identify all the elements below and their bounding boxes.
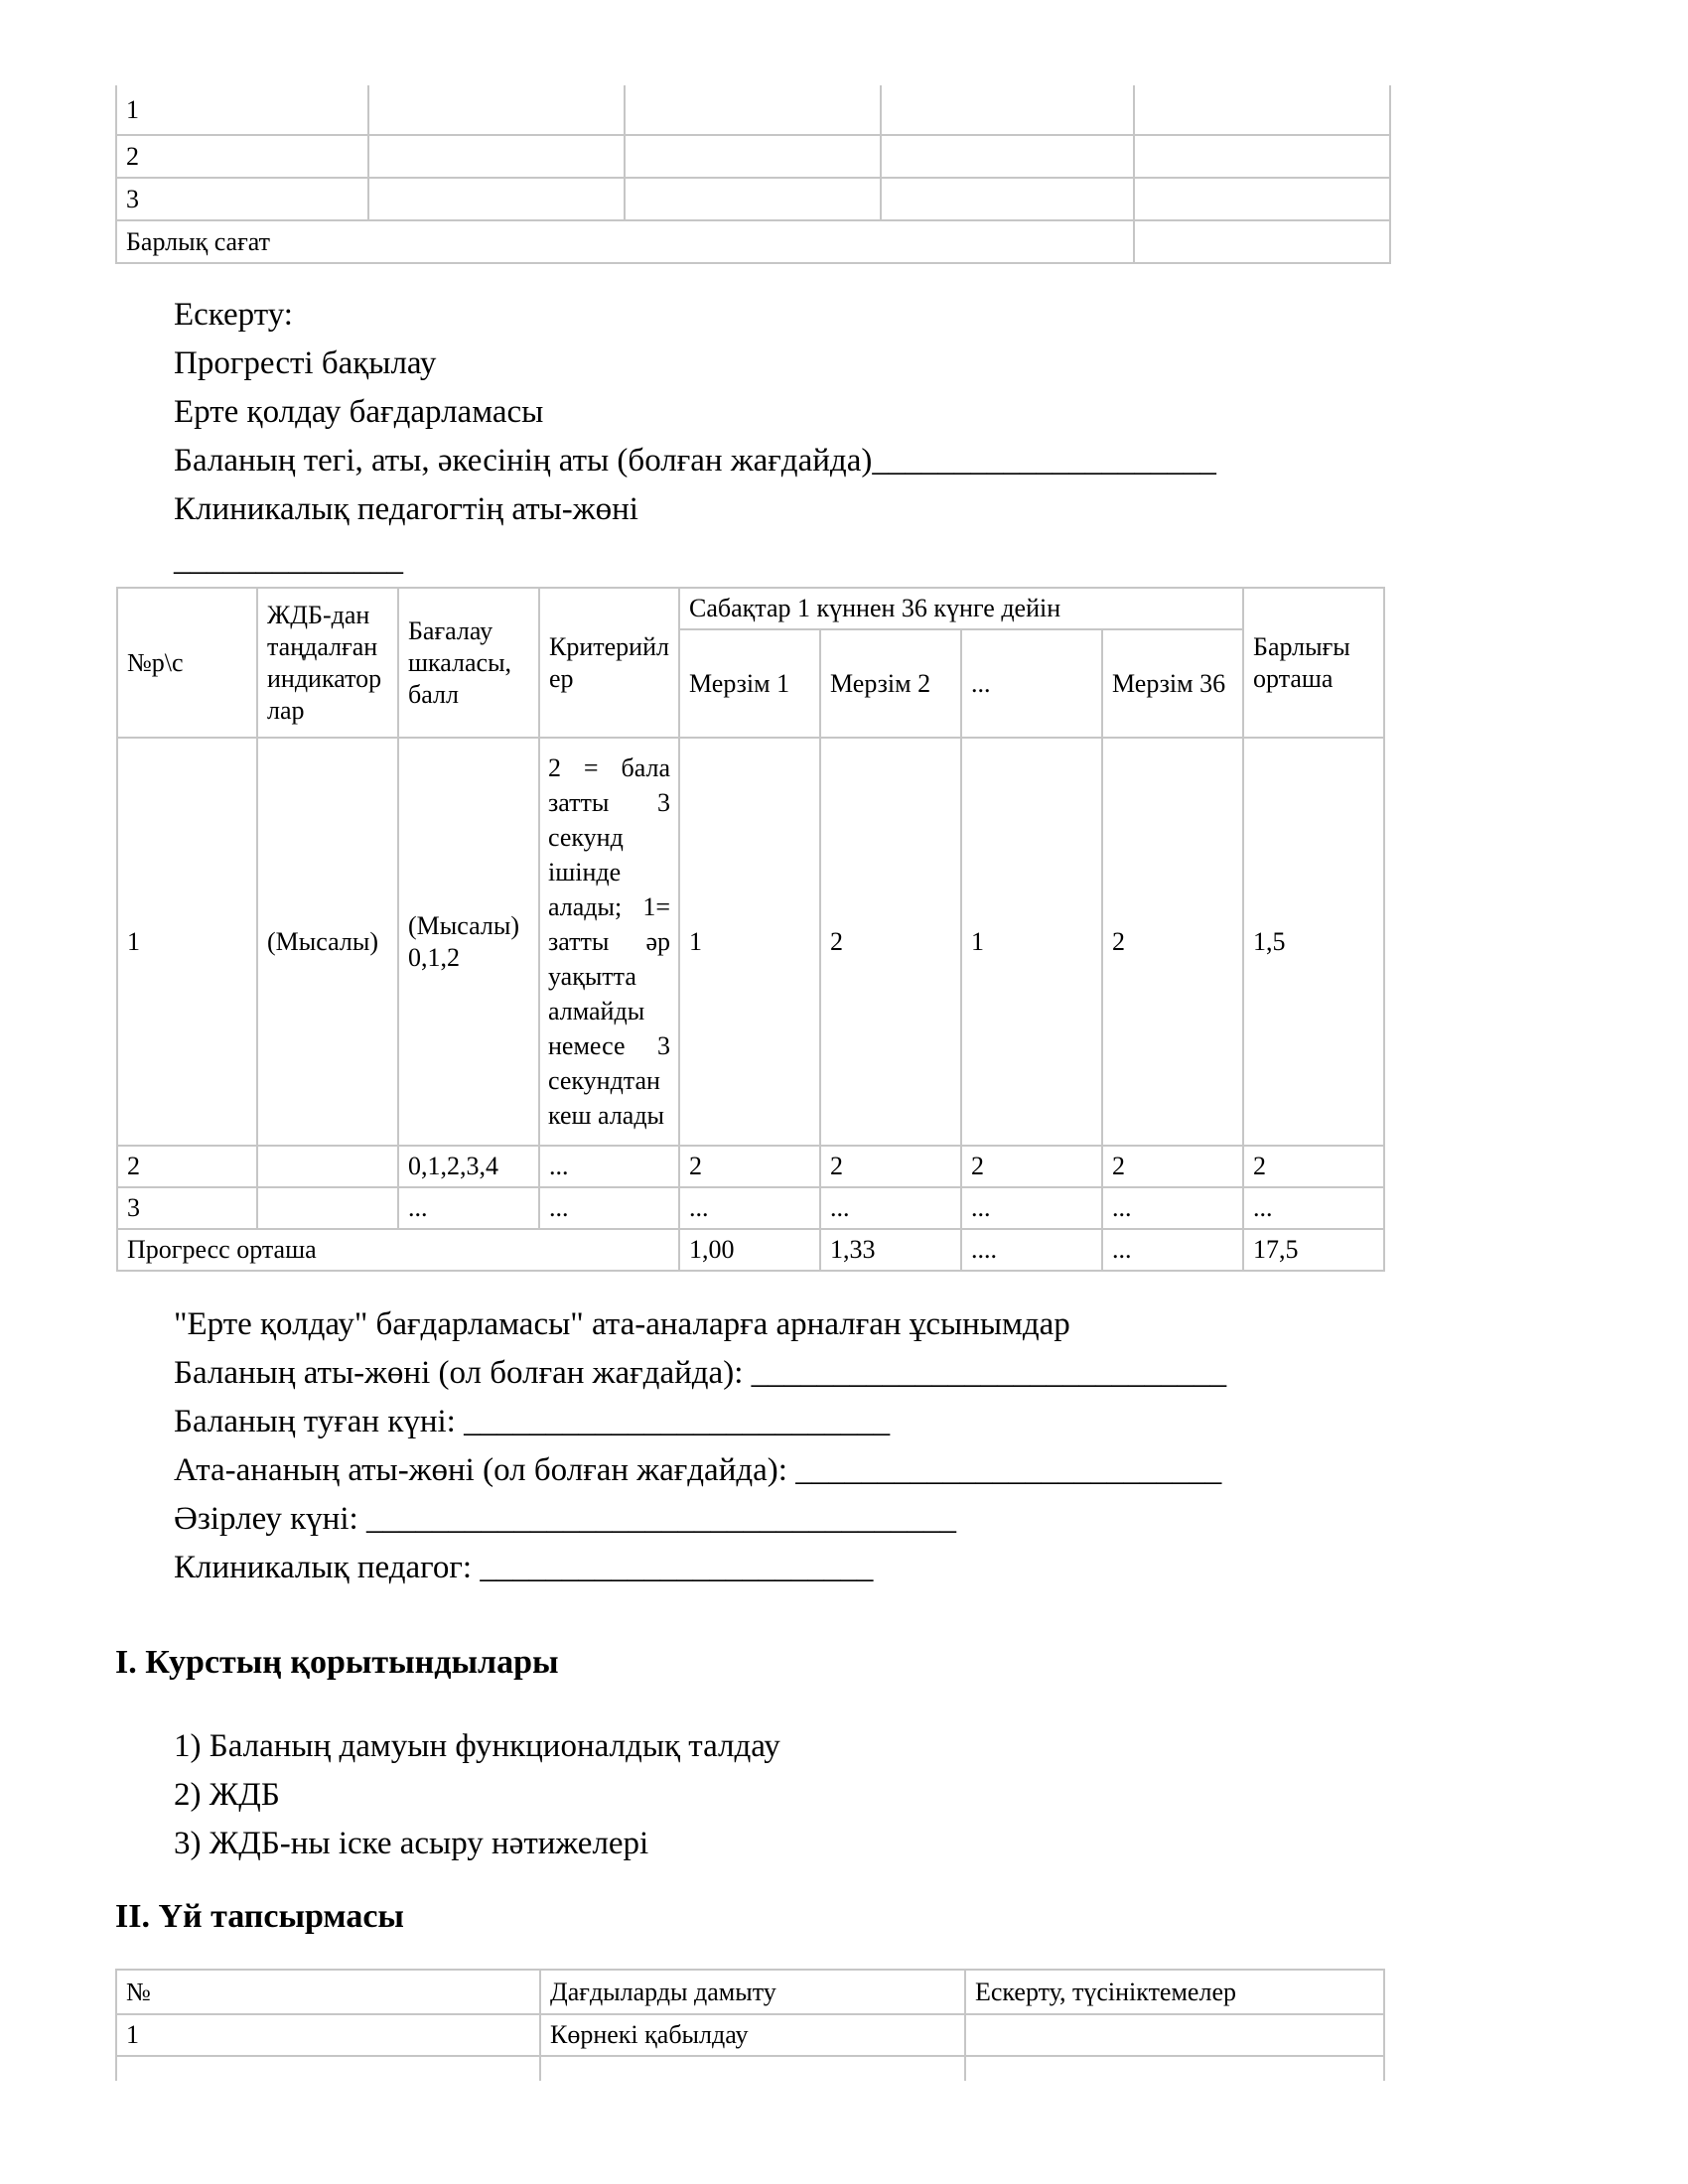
empty-cell (368, 135, 625, 178)
birth-date-line (174, 1398, 1226, 1446)
homework-row-1 (116, 2014, 1384, 2056)
pedagogue-name-blank: ______________ (174, 542, 403, 578)
indicator-row-3 (117, 1187, 1384, 1229)
list-item: 2) ЖДБ (174, 1777, 280, 1813)
row-number-cell: 3 (116, 178, 368, 220)
total-hours-label: Барлық сағат (116, 220, 1134, 263)
row-number-cell: 1 (116, 85, 368, 135)
indicator-cell (257, 1146, 398, 1187)
table-row (116, 178, 1390, 220)
term36-cell: ... (1102, 1187, 1243, 1229)
birth-date-blank: __________________________ (464, 1404, 891, 1439)
empty-cell (881, 85, 1134, 135)
total-cell: 2 (1243, 1146, 1384, 1187)
col-header-scale: Бағалау шкаласы, балл (398, 588, 539, 738)
empty-cell (625, 135, 881, 178)
term36-cell: 2 (1102, 738, 1243, 1146)
homework-table (115, 1969, 1385, 2081)
term-dots-cell: .... (961, 1229, 1102, 1271)
dev-date-blank: ____________________________________ (365, 1501, 956, 1537)
num-cell: 1 (117, 738, 257, 1146)
term1-cell: 1 (679, 738, 820, 1146)
col-header-indicators: ЖДБ-дан таңдалған индикаторлар (257, 588, 398, 738)
col-header-term1: Мерзім 1 (679, 629, 820, 738)
indicator-row-2 (117, 1146, 1384, 1187)
empty-cell (881, 178, 1134, 220)
child-fullname-line (174, 437, 1216, 485)
empty-cell (965, 2056, 1384, 2081)
section-course-title: I. Курстың қорытындылары (115, 1644, 559, 1681)
term36-cell: ... (1102, 1229, 1243, 1271)
table-row (116, 135, 1390, 178)
child-name-line (174, 1349, 1226, 1398)
birth-date-label: Баланың туған күні: (174, 1404, 465, 1439)
child-name-blank: _____________________________ (751, 1355, 1227, 1391)
parent-name-line (174, 1446, 1226, 1495)
parent-name-label: Ата-ананың аты-жөні (ол болған жағдайда): (174, 1452, 796, 1488)
col-header-term-dots: ... (961, 629, 1102, 738)
term2-cell: 2 (820, 1146, 961, 1187)
pedagogue-line (174, 1544, 1226, 1592)
col-header-note: Ескерту, түсініктемелер (965, 1970, 1384, 2014)
indicator-cell (257, 1187, 398, 1229)
term-dots-cell: 2 (961, 1146, 1102, 1187)
empty-cell (625, 85, 881, 135)
total-hours-row (116, 220, 1390, 263)
row-number-cell: 2 (116, 135, 368, 178)
pedagogue-name-line: Клиникалық педагогтің аты-жөні (174, 491, 638, 527)
pedagogue-blank: ________________________ (480, 1550, 874, 1585)
table-row (116, 85, 1390, 135)
note-cell (965, 2014, 1384, 2056)
criteria-cell: ... (539, 1187, 679, 1229)
col-header-num: № (116, 1970, 540, 2014)
scale-cell: ... (398, 1187, 539, 1229)
term-dots-cell: 1 (961, 738, 1102, 1146)
total-cell: ... (1243, 1187, 1384, 1229)
header-row-top (117, 588, 1384, 629)
empty-cell (881, 135, 1134, 178)
list-item: 1) Баланың дамуын функционалдық талдау (174, 1728, 780, 1764)
total-cell: 17,5 (1243, 1229, 1384, 1271)
note-line: Ескерту: (174, 297, 293, 333)
dev-date-label: Әзірлеу күні: (174, 1501, 366, 1537)
skill-cell: Көрнекі қабылдау (540, 2014, 965, 2056)
list-item: 3) ЖДБ-ны іске асыру нәтижелері (174, 1826, 649, 1861)
note-line: Прогресті бақылау (174, 345, 437, 381)
num-cell: 1 (116, 2014, 540, 2056)
num-cell: 3 (117, 1187, 257, 1229)
dev-date-line (174, 1495, 1226, 1544)
section-course-list (174, 1722, 780, 1868)
empty-cell (368, 178, 625, 220)
num-cell: 2 (117, 1146, 257, 1187)
col-header-criteria: Критерийлер (539, 588, 679, 738)
homework-row-cut (116, 2056, 1384, 2081)
indicator-row-1 (117, 738, 1384, 1146)
empty-cell (1134, 85, 1390, 135)
recommendations-block (174, 1300, 1226, 1592)
indicators-table (116, 587, 1385, 1272)
empty-cell (116, 2056, 540, 2081)
note-line: Ерте қолдау бағдарламасы (174, 394, 544, 430)
empty-cell (625, 178, 881, 220)
criteria-cell: 2 = бала затты 3 секунд ішінде алады; 1= затты әр уақытта алмайды немесе 3 секундтан кеш алады (539, 738, 679, 1146)
scale-cell: (Мысалы) 0,1,2 (398, 738, 539, 1146)
col-header-total: Барлығы орташа (1243, 588, 1384, 738)
pedagogue-label: Клиникалық педагог: (174, 1550, 481, 1585)
homework-header-row (116, 1970, 1384, 2014)
term2-cell: ... (820, 1187, 961, 1229)
empty-cell (1134, 135, 1390, 178)
col-header-sessions-span: Сабақтар 1 күннен 36 күнге дейін (679, 588, 1243, 629)
notes-block (174, 291, 1216, 534)
term2-cell: 2 (820, 738, 961, 1146)
term1-cell: 2 (679, 1146, 820, 1187)
child-fullname-label: Баланың тегі, аты, әкесінің аты (болған жағдайда) (174, 443, 873, 478)
col-header-num: №р\с (117, 588, 257, 738)
recommendations-title: "Ерте қолдау" бағдарламасы" ата-аналарға арналған ұсынымдар (174, 1306, 1070, 1342)
progress-row (117, 1229, 1384, 1271)
term1-cell: 1,00 (679, 1229, 820, 1271)
col-header-term2: Мерзім 2 (820, 629, 961, 738)
indicator-cell: (Мысалы) (257, 738, 398, 1146)
term2-cell: 1,33 (820, 1229, 961, 1271)
scale-cell: 0,1,2,3,4 (398, 1146, 539, 1187)
criteria-cell: ... (539, 1146, 679, 1187)
term-dots-cell: ... (961, 1187, 1102, 1229)
progress-label: Прогресс орташа (117, 1229, 679, 1271)
section-homework-title: II. Үй тапсырмасы (115, 1898, 404, 1935)
term36-cell: 2 (1102, 1146, 1243, 1187)
empty-cell (1134, 220, 1390, 263)
empty-cell (540, 2056, 965, 2081)
col-header-skill: Дағдыларды дамыту (540, 1970, 965, 2014)
empty-cell (368, 85, 625, 135)
term1-cell: ... (679, 1187, 820, 1229)
col-header-term36: Мерзім 36 (1102, 629, 1243, 738)
child-name-label: Баланың аты-жөні (ол болған жағдайда): (174, 1355, 752, 1391)
child-fullname-blank: _____________________ (872, 443, 1216, 478)
hours-table (115, 85, 1391, 264)
parent-name-blank: __________________________ (795, 1452, 1222, 1488)
total-cell: 1,5 (1243, 738, 1384, 1146)
empty-cell (1134, 178, 1390, 220)
